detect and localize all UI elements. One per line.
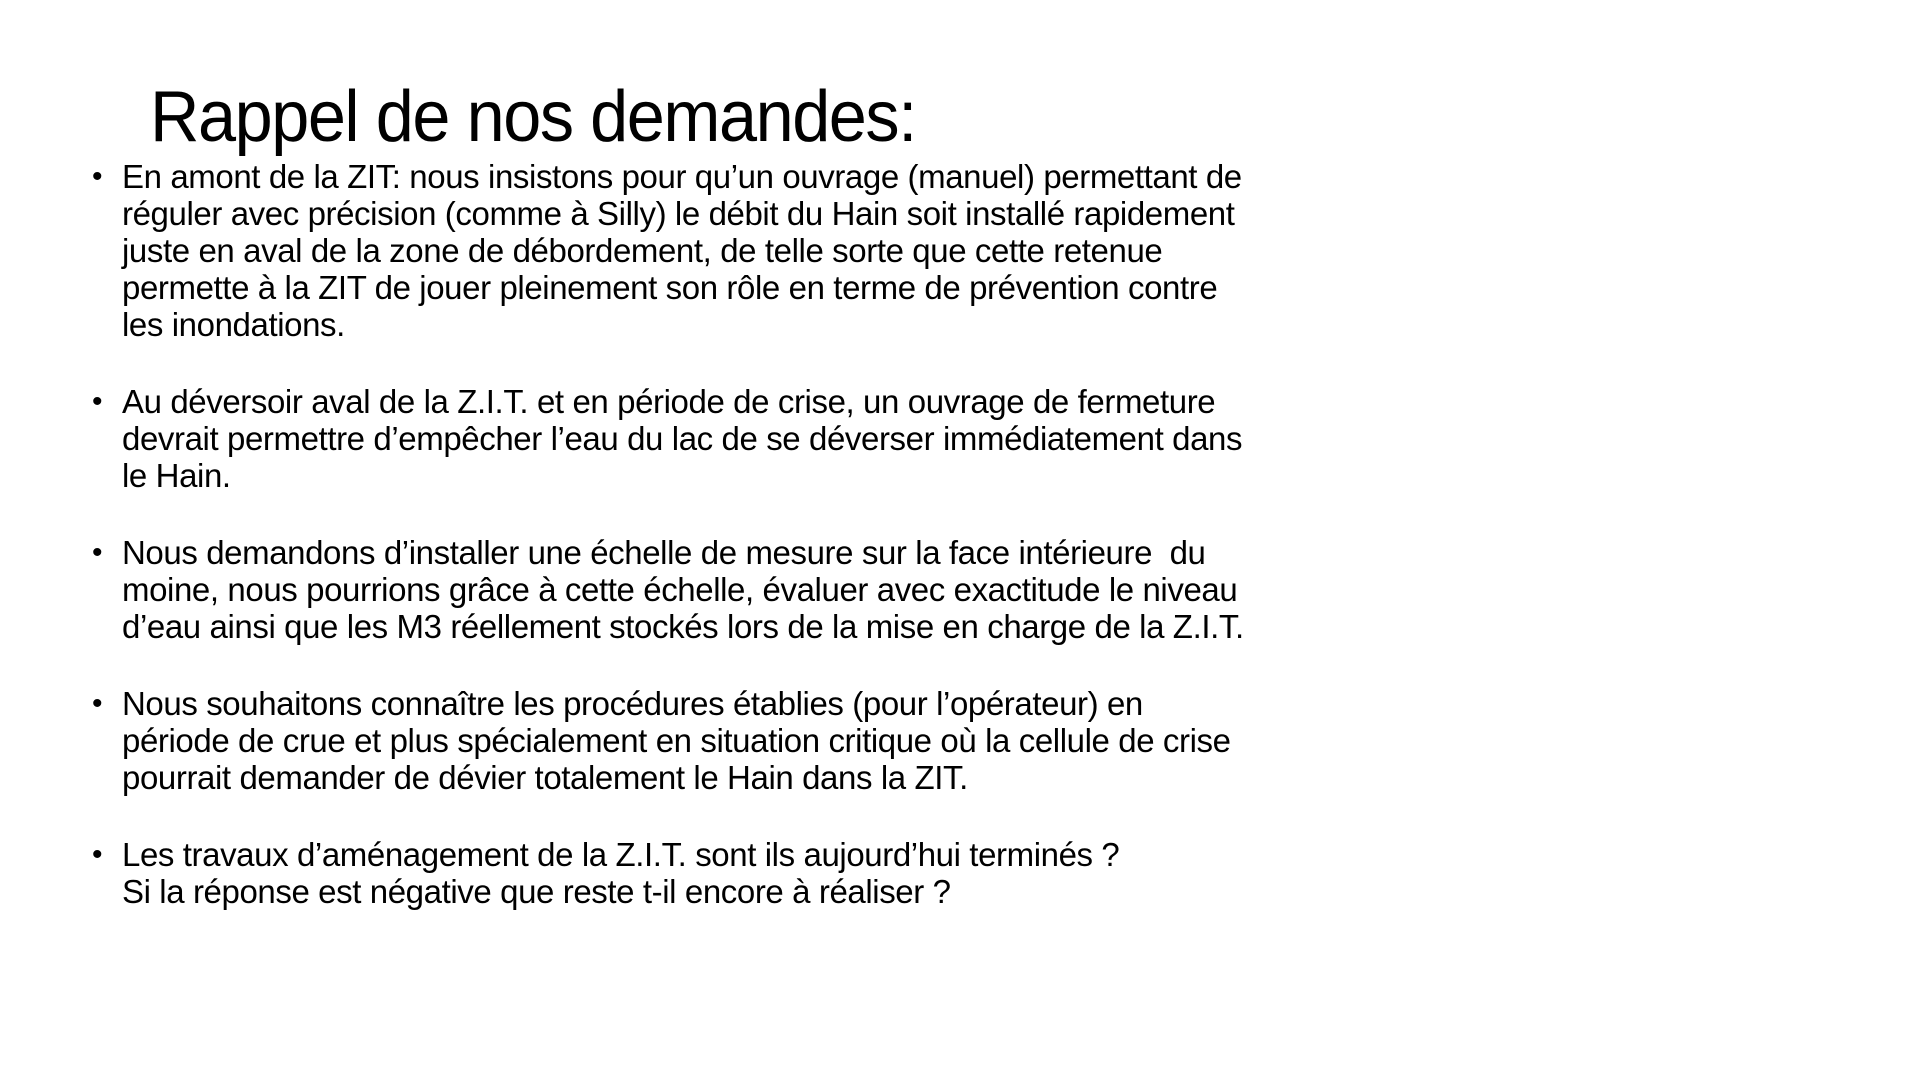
bullet-item-2 [92,383,1522,494]
bullet-line: devrait permettre d’empêcher l’eau du lac de se déverser immédiatement dans [122,420,1243,457]
bullet-item-3 [92,534,1522,645]
bullet-line: Si la réponse est négative que reste t-il encore à réaliser ? [122,873,951,910]
bullet-item-4 [92,685,1522,796]
bullet-text [122,534,1522,645]
bullet-item-5 [92,836,1522,910]
bullet-line: moine, nous pourrions grâce à cette échelle, évaluer avec exactitude le niveau [122,571,1238,608]
bullet-line: d’eau ainsi que les M3 réellement stockés lors de la mise en charge de la Z.I.T. [122,608,1244,645]
bullet-icon: • [92,687,103,720]
bullet-text [122,685,1522,796]
bullet-line: les inondations. [122,306,345,343]
bullet-icon: • [92,160,103,193]
bullet-item-1 [92,158,1522,343]
bullet-line: Nous demandons d’installer une échelle de mesure sur la face intérieure du [122,534,1206,571]
bullet-line: le Hain. [122,457,231,494]
bullet-line: réguler avec précision (comme à Silly) le débit du Hain soit installé rapidement [122,195,1235,232]
slide-title: Rappel de nos demandes: [150,77,916,158]
bullet-text [122,158,1522,343]
bullet-line: Nous souhaitons connaître les procédures établies (pour l’opérateur) en [122,685,1143,722]
bullet-icon: • [92,385,103,418]
bullet-line: En amont de la ZIT: nous insistons pour qu’un ouvrage (manuel) permettant de [122,158,1242,195]
bullet-line: période de crue et plus spécialement en situation critique où la cellule de crise [122,722,1231,759]
bullet-line: Les travaux d’aménagement de la Z.I.T. sont ils aujourd’hui terminés ? [122,836,1120,873]
bullet-list [92,158,1522,950]
bullet-line: juste en aval de la zone de débordement, de telle sorte que cette retenue [122,232,1163,269]
bullet-line: permette à la ZIT de jouer pleinement son rôle en terme de prévention contre [122,269,1218,306]
bullet-line: Au déversoir aval de la Z.I.T. et en période de crise, un ouvrage de fermeture [122,383,1216,420]
bullet-icon: • [92,838,103,871]
bullet-icon: • [92,536,103,569]
bullet-text [122,836,1522,910]
bullet-text [122,383,1522,494]
bullet-line: pourrait demander de dévier totalement le Hain dans la ZIT. [122,759,968,796]
